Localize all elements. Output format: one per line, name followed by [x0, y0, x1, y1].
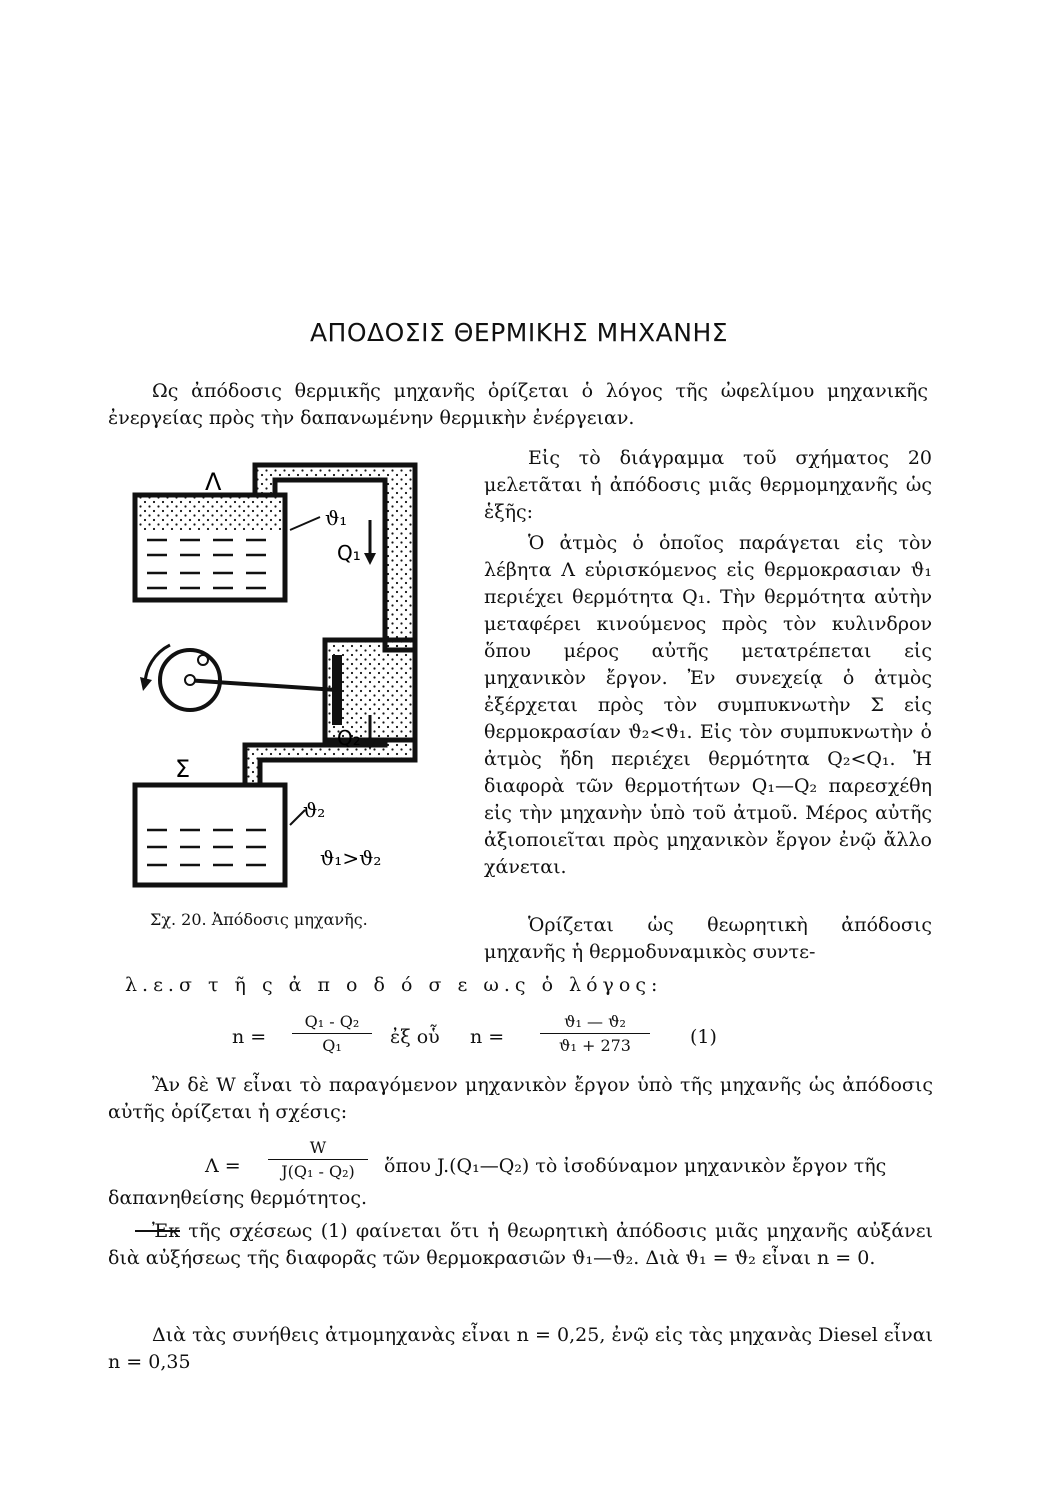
efficiency-definition-paragraph: Ὁρίζεται ὡς θεωρητικὴ ἀπόδοσις μηχανῆς ἡ θερμοδυναμικὸς συντε- [484, 914, 932, 963]
diagram-intro-paragraph: Εἰς τὸ διάγραμμα τοῦ σχήματος 20 μελετᾶται ἡ ἀπόδοσις μιᾶς θερμομηχανῆς ὡς ἑξῆς: [484, 447, 932, 523]
intro-paragraph: Ως ἀπόδοσις θερμικῆς μηχανῆς ὁρίζεται ὁ λόγος τῆς ὠφελίμου μηχανικῆς ἐνεργείας πρὸς τὴν δαπανωμένην θερμικὴν ἐνέργειαν. [108, 380, 928, 429]
engine-diagram [125, 455, 475, 905]
eq1-denominator2: ϑ₁ + 273 [559, 1036, 631, 1055]
boiler [135, 495, 285, 600]
eq1-number: (1) [690, 1026, 717, 1048]
theta2-label: ϑ₂ [303, 798, 326, 822]
condenser-label: Σ [175, 755, 191, 783]
eq1-fraction2 [540, 1012, 650, 1055]
eq1-numerator: Q₁ - Q₂ [292, 1012, 372, 1034]
eq2-lhs: Λ = [205, 1155, 241, 1177]
eq2-text: ὅπου J.(Q₁—Q₂) τὸ ἰσοδύναμον μηχανικὸν ἔργον τῆς [384, 1155, 887, 1177]
eq2-fraction [268, 1138, 368, 1181]
work-paragraph: Ἂν δὲ W εἶναι τὸ παραγόμενον μηχανικὸν ἔργον ὑπὸ τῆς μηχανῆς ὡς ἀπόδοσις αὐτῆς ὁρίζεται ἡ σχέσις: [108, 1074, 933, 1123]
q2-label: Q₂ [337, 726, 361, 750]
condenser [135, 785, 285, 885]
theta-relation-label: ϑ₁>ϑ₂ [320, 846, 382, 870]
eq1-fraction [292, 1012, 372, 1055]
continuation-line: λ.ε.σ τ ῆ ς ἀ π ο δ ό σ ε ω.ς ὁ λόγος: [125, 974, 663, 996]
eq1-denominator: Q₁ [322, 1036, 342, 1055]
eq2-continuation: δαπανηθείσης θερμότητος. [108, 1187, 368, 1209]
eq1-mid-text: ἐξ οὗ [390, 1026, 440, 1048]
q1-arrow [364, 520, 376, 565]
increase-paragraph: Ἐκ τῆς σχέσεως (1) φαίνεται ὅτι ἡ θεωρητικὴ ἀπόδοσις μιᾶς μηχανῆς αὐξάνει διὰ αὐξήσεως τῆς διαφορᾶς τῶν θερμοκρασιῶν ϑ₁—ϑ₂. Διὰ ϑ₁ = ϑ₂ εἶναι n = 0. [108, 1220, 933, 1269]
q1-label: Q₁ [337, 541, 361, 565]
theta1-pointer [290, 517, 320, 530]
eq2-denominator: J(Q₁ - Q₂) [281, 1162, 355, 1181]
exhaust-pipe [245, 740, 415, 785]
steam-process-paragraph: Ὁ ἀτμὸς ὁ ὁποῖος παράγεται εἰς τὸν λέβητα Λ εὑρισκόμενος εἰς θερμοκρασιαν ϑ₁ περιέχει θερμότητα Q₁. Τὴν θερμότητα αὐτὴν μεταφέρει κινούμενος πρὸς τὸν κυλινδρον ὅπου μέρος αὐτῆς μετατρέπεται εἰς μηχανικὸν ἔργον. Ἐν συνεχείᾳ ὁ ἀτμὸς ἐξέρχεται πρὸς τὸν συμπυκνωτὴν Σ εἰς θερμοκρασίαν ϑ₂<ϑ₁. Εἰς τὸν συμπυκνωτὴν ὁ ἀτμὸς ἤδη περιέχει θερμότητα Q₂<Q₁. Ἡ διαφορὰ τῶν θερμοτήτων Q₁—Q₂ παρεσχέθη εἰς τὴν μηχανὴν ὑπὸ τοῦ ἀτμοῦ. Μέρος αὐτῆς ἀξιοποιεῖται πρὸς μηχανικὸν ἔργον ἐνῷ ἄλλο χάνεται. [484, 532, 932, 878]
eq1-lhs2: n = [470, 1026, 505, 1048]
page-title: ΑΠΟΔΟΣΙΣ ΘΕΡΜΙΚΗΣ ΜΗΧΑΝΗΣ [309, 318, 729, 347]
boiler-label: Λ [205, 468, 222, 496]
final-paragraph: Διὰ τὰς συνήθεις ἀτμομηχανὰς εἶναι n = 0,25, ἐνῷ εἰς τὰς μηχανὰς Diesel εἶναι n = 0,35 [108, 1324, 933, 1373]
eq2-numerator: W [268, 1138, 368, 1160]
eq1-lhs: n = [232, 1026, 267, 1048]
flywheel [140, 645, 220, 710]
eq1-numerator2: ϑ₁ — ϑ₂ [540, 1012, 650, 1034]
figure-caption: Σχ. 20. Ἀπόδοσις μηχανῆς. [150, 910, 368, 929]
theta1-label: ϑ₁ [325, 506, 348, 530]
